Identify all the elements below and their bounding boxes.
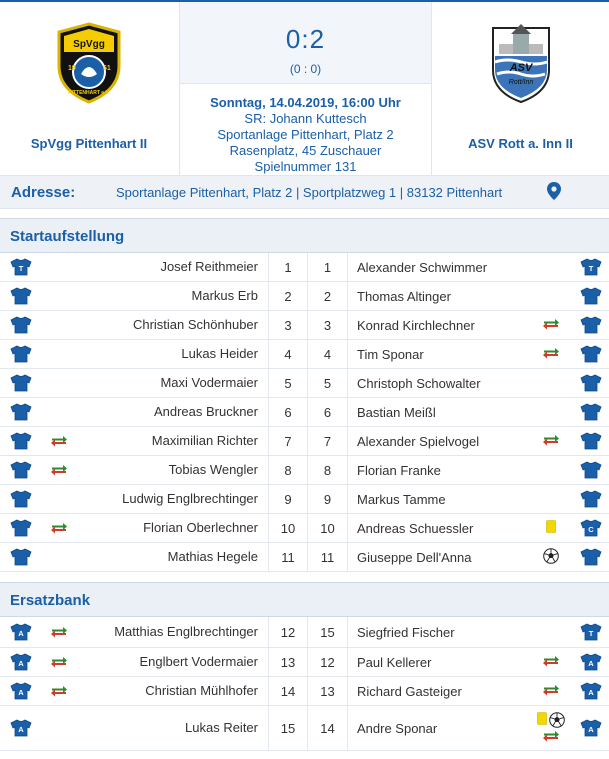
player-row [0, 648, 609, 677]
home-shirt-number: 13 [268, 648, 308, 676]
svg-text:T: T [588, 264, 594, 273]
away-shirt-icon [578, 617, 604, 647]
home-player-name[interactable]: Englbert Vodermaier [139, 654, 258, 669]
player-row [0, 456, 609, 485]
home-shirt-icon [8, 485, 34, 513]
svg-text:A: A [588, 688, 594, 697]
venue: Sportanlage Pittenhart, Platz 2 [217, 127, 394, 142]
svg-text:A: A [18, 659, 24, 668]
away-shirt-icon [578, 253, 604, 281]
home-shirt-number: 12 [268, 617, 308, 647]
home-player-name[interactable]: Florian Oberlechner [143, 520, 258, 535]
away-shirt-icon [578, 398, 604, 426]
player-row [0, 543, 609, 572]
surface-attendance: Rasenplatz, 45 Zuschauer [229, 143, 382, 158]
section-startaufstellung [0, 218, 609, 572]
home-shirt-number: 4 [268, 340, 308, 368]
away-shirt-number: 7 [308, 427, 348, 455]
home-shirt-icon [8, 311, 34, 339]
away-shirt-icon [578, 514, 604, 542]
away-shirt-icon [578, 311, 604, 339]
match-info [180, 95, 431, 175]
away-shirt-number: 2 [308, 282, 348, 310]
away-shirt-number: 5 [308, 369, 348, 397]
svg-text:A: A [18, 725, 24, 734]
match-date: Sonntag, 14.04.2019, 16:00 Uhr [210, 95, 401, 110]
away-logo-text-1: ASV [509, 62, 532, 74]
away-shirt-number: 1 [308, 253, 348, 281]
address-link[interactable]: Sportanlage Pittenhart, Platz 2 | Sportplatzweg 1 | 83132 Pittenhart [116, 185, 503, 200]
home-player-name[interactable]: Tobias Wengler [168, 462, 258, 477]
away-shirt-number: 15 [308, 617, 348, 647]
home-player-name[interactable]: Maxi Vodermaier [160, 375, 258, 390]
home-shirt-icon [8, 253, 34, 281]
away-events [538, 677, 564, 705]
away-shirt-number: 13 [308, 677, 348, 705]
home-player-name[interactable]: Christian Schönhuber [132, 317, 258, 332]
away-player-name[interactable]: Alexander Schwimmer [357, 259, 488, 275]
home-shirt-number: 2 [268, 282, 308, 310]
home-shirt-icon [8, 282, 34, 310]
lineup-table [0, 253, 609, 572]
yellow-card-icon [546, 520, 556, 536]
section-header [0, 582, 609, 617]
away-player-name[interactable]: Siegfried Fischer [357, 624, 455, 640]
player-row [0, 340, 609, 369]
home-shirt-number: 11 [268, 543, 308, 571]
bench-table [0, 617, 609, 751]
substitution-icon [48, 456, 70, 484]
away-shirt-number: 8 [308, 456, 348, 484]
away-events [538, 340, 564, 368]
section-ersatzbank [0, 582, 609, 751]
player-row [0, 311, 609, 340]
home-shirt-number: 9 [268, 485, 308, 513]
substitution-icon [48, 648, 70, 676]
away-shirt-icon [578, 427, 604, 455]
substitution-icon [542, 684, 560, 699]
away-shirt-number: 11 [308, 543, 348, 571]
map-pin-icon[interactable] [547, 182, 561, 205]
away-team-name[interactable]: ASV Rott a. Inn II [468, 136, 573, 151]
svg-text:A: A [588, 659, 594, 668]
substitution-icon [542, 434, 560, 449]
home-player-name[interactable]: Ludwig Englbrechtinger [122, 491, 258, 506]
svg-text:A: A [18, 629, 24, 638]
away-player-name[interactable]: Richard Gasteiger [357, 683, 462, 699]
match-center [179, 2, 432, 176]
away-shirt-icon [578, 282, 604, 310]
home-team[interactable] [0, 2, 178, 176]
svg-text:A: A [18, 688, 24, 697]
yellow-card-goal-icon [537, 712, 565, 728]
svg-text:T: T [588, 629, 594, 638]
away-events [538, 311, 564, 339]
away-shirt-icon [578, 485, 604, 513]
away-events [538, 514, 564, 542]
away-player-name[interactable]: Alexander Spielvogel [357, 433, 480, 449]
final-score: 0:2 [285, 24, 326, 54]
game-number: Spielnummer 131 [254, 159, 357, 174]
substitution-icon [48, 427, 70, 455]
away-shirt-number: 4 [308, 340, 348, 368]
home-shirt-number: 10 [268, 514, 308, 542]
substitution-icon [48, 514, 70, 542]
home-player-name[interactable]: Maximilian Richter [151, 433, 258, 448]
player-row [0, 485, 609, 514]
home-shirt-icon [8, 369, 34, 397]
home-shirt-number: 6 [268, 398, 308, 426]
away-shirt-icon [578, 543, 604, 571]
away-shirt-icon [578, 677, 604, 705]
away-player-name[interactable]: Paul Kellerer [357, 654, 432, 670]
home-logo-text-3: 61 [103, 65, 111, 72]
home-player-name[interactable]: Andreas Bruckner [153, 404, 258, 419]
home-player-name[interactable]: Lukas Reiter [185, 720, 258, 735]
home-shirt-number: 8 [268, 456, 308, 484]
player-row [0, 398, 609, 427]
away-player-name[interactable]: Thomas Altinger [357, 288, 451, 304]
svg-text:T: T [18, 264, 24, 273]
away-events [538, 427, 564, 455]
away-shirt-icon [578, 706, 604, 750]
address-label: Adresse: [11, 184, 76, 201]
home-player-name[interactable]: Christian Mühlhofer [145, 683, 258, 698]
away-player-name[interactable]: Bastian Meißl [357, 404, 436, 420]
away-player-name[interactable]: Markus Tamme [357, 491, 446, 507]
player-row [0, 677, 609, 706]
away-team[interactable] [432, 2, 609, 176]
referee: SR: Johann Kuttesch [244, 111, 367, 126]
away-shirt-icon [578, 648, 604, 676]
player-row [0, 617, 609, 648]
home-shirt-icon [8, 706, 34, 750]
home-team-logo [55, 22, 123, 109]
home-player-name[interactable]: Mathias Hegele [167, 549, 258, 564]
home-shirt-number: 7 [268, 427, 308, 455]
home-logo-text-2: 19 [68, 65, 76, 72]
home-shirt-icon [8, 340, 34, 368]
player-row [0, 706, 609, 751]
home-shirt-icon [8, 543, 34, 571]
away-player-name[interactable]: Christoph Schowalter [357, 375, 481, 391]
away-shirt-number: 10 [308, 514, 348, 542]
home-shirt-number: 5 [268, 369, 308, 397]
home-logo-text-4: PITTENHART e.V. [68, 90, 110, 96]
halftime-score: (0 : 0) [289, 62, 322, 76]
substitution-icon [542, 347, 560, 362]
section-title: Ersatzbank [10, 592, 91, 609]
substitution-icon [48, 617, 70, 647]
goal-ball-icon [543, 548, 559, 567]
home-player-name[interactable]: Josef Reithmeier [160, 259, 258, 274]
substitution-icon [48, 677, 70, 705]
away-events [538, 648, 564, 676]
home-shirt-icon [8, 427, 34, 455]
home-player-name[interactable]: Matthias Englbrechtinger [114, 624, 258, 639]
home-shirt-icon [8, 677, 34, 705]
away-player-name[interactable]: Florian Franke [357, 462, 441, 478]
substitution-icon [542, 318, 560, 333]
home-player-name[interactable]: Markus Erb [191, 288, 258, 303]
away-player-name[interactable]: Giuseppe Dell'Anna [357, 549, 472, 565]
player-row [0, 427, 609, 456]
substitution-icon [542, 730, 560, 745]
scoreboard [180, 2, 431, 84]
away-events [538, 543, 564, 571]
home-shirt-icon [8, 456, 34, 484]
home-shirt-icon [8, 648, 34, 676]
section-header [0, 218, 609, 253]
home-shirt-number: 3 [268, 311, 308, 339]
away-player-name[interactable]: Tim Sponar [357, 346, 424, 362]
home-shirt-number: 14 [268, 677, 308, 705]
home-shirt-icon [8, 514, 34, 542]
address-bar [0, 176, 609, 209]
home-player-name[interactable]: Lukas Heider [181, 346, 258, 361]
away-shirt-number: 12 [308, 648, 348, 676]
home-logo-text-1: SpVgg [73, 39, 105, 50]
away-shirt-icon [578, 369, 604, 397]
away-shirt-icon [578, 456, 604, 484]
away-shirt-icon [578, 340, 604, 368]
home-team-name[interactable]: SpVgg Pittenhart II [30, 136, 148, 151]
player-row [0, 253, 609, 282]
home-shirt-number: 15 [268, 706, 308, 750]
home-shirt-icon [8, 398, 34, 426]
home-shirt-icon [8, 617, 34, 647]
away-logo-text-2: Rott/Inn [508, 79, 533, 86]
away-shirt-number: 6 [308, 398, 348, 426]
away-shirt-number: 3 [308, 311, 348, 339]
player-row [0, 514, 609, 543]
player-row [0, 282, 609, 311]
substitution-icon [542, 655, 560, 670]
home-shirt-number: 1 [268, 253, 308, 281]
away-player-name[interactable]: Andre Sponar [357, 720, 438, 736]
away-events [538, 706, 564, 750]
svg-text:A: A [588, 725, 594, 734]
away-shirt-number: 14 [308, 706, 348, 750]
away-shirt-number: 9 [308, 485, 348, 513]
away-player-name[interactable]: Andreas Schuessler [357, 520, 474, 536]
away-player-name[interactable]: Konrad Kirchlechner [357, 317, 475, 333]
section-title: Startaufstellung [10, 228, 125, 245]
away-team-logo [489, 22, 553, 109]
player-row [0, 369, 609, 398]
match-header [0, 2, 609, 176]
svg-text:C: C [588, 525, 594, 534]
